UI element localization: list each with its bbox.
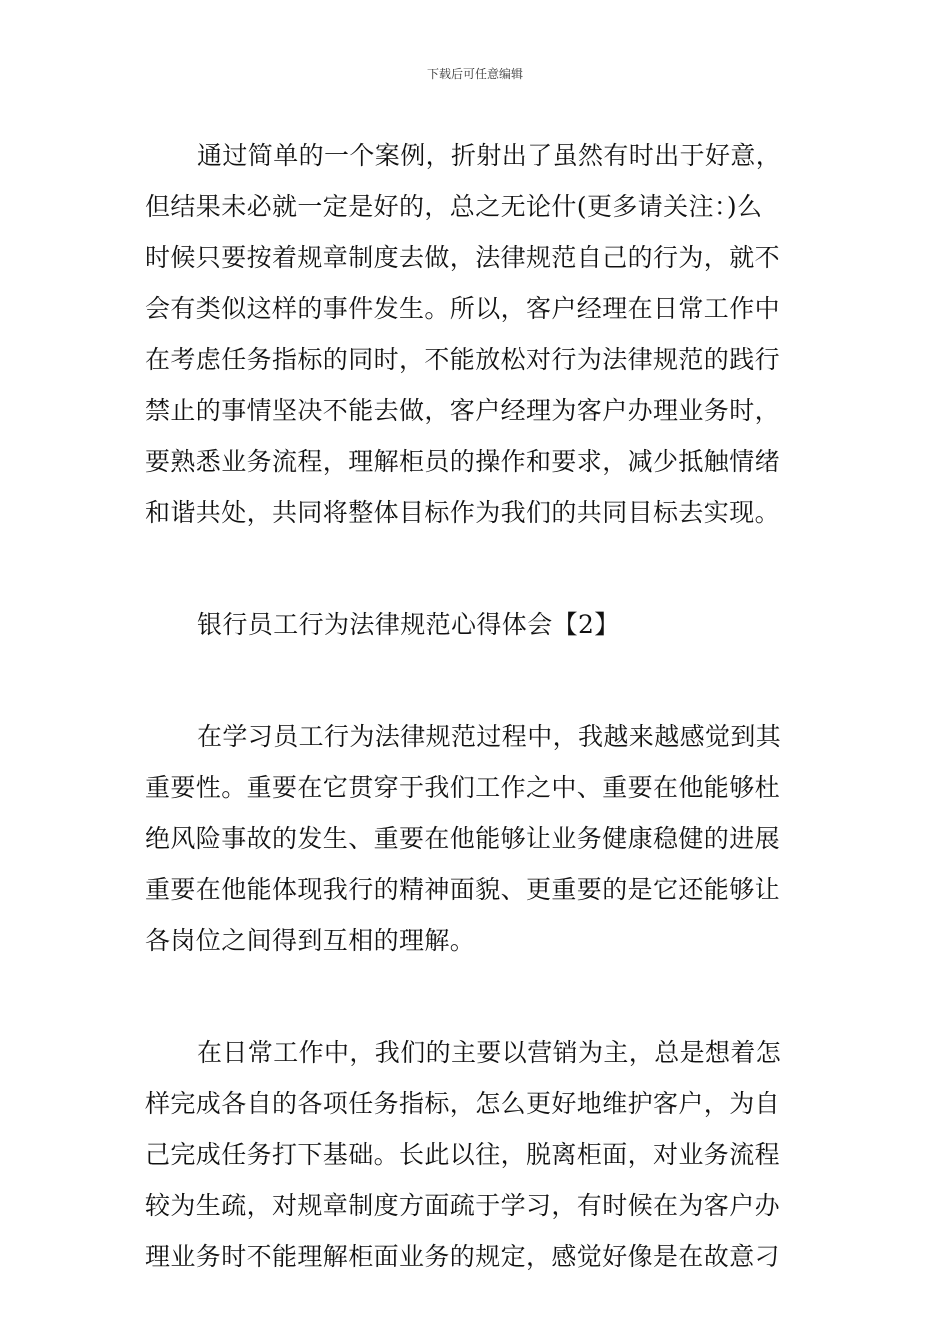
paragraph-line: 己完成任务打下基础。长此以往，脱离柜面，对业务流程 xyxy=(145,1140,781,1169)
page-header-note: 下载后可任意编辑 xyxy=(426,67,523,81)
paragraph-line: 样完成各自的各项任务指标，怎么更好地维护客户，为自 xyxy=(145,1089,781,1118)
paragraph-line: 较为生疏，对规章制度方面疏于学习，有时候在为客户办 xyxy=(145,1191,781,1220)
paragraph-line: 重要在他能体现我行的精神面貌、更重要的是它还能够让 xyxy=(145,875,781,904)
paragraph-line: 在考虑任务指标的同时，不能放松对行为法律规范的践行 xyxy=(145,345,781,374)
paragraph-line: 在日常工作中，我们的主要以营销为主，总是想着怎 xyxy=(197,1038,782,1067)
paragraph-gap xyxy=(145,966,811,1027)
paragraph-line: 通过简单的一个案例，折射出了虽然有时出于好意， xyxy=(197,141,782,170)
paragraph-2 xyxy=(145,711,811,966)
paragraph-line: 和谐共处，共同将整体目标作为我们的共同目标去实现。 xyxy=(145,498,781,527)
paragraph-line: 绝风险事故的发生、重要在他能够让业务健康稳健的进展 xyxy=(145,824,781,853)
paragraph-3 xyxy=(145,1027,811,1282)
paragraph-1 xyxy=(145,130,811,538)
paragraph-line: 禁止的事情坚决不能去做，客户经理为客户办理业务时， xyxy=(145,396,781,425)
paragraph-line: 但结果未必就一定是好的，总之无论什(更多请关注：)么 xyxy=(145,192,763,221)
document-body xyxy=(145,130,811,1282)
section-heading-text: 银行员工行为法律规范心得体会【2】 xyxy=(197,610,620,639)
paragraph-line: 在学习员工行为法律规范过程中，我越来越感觉到其 xyxy=(197,722,782,751)
paragraph-line: 重要性。重要在它贯穿于我们工作之中、重要在他能够杜 xyxy=(145,773,781,802)
section-heading xyxy=(145,599,811,650)
paragraph-line: 要熟悉业务流程，理解柜员的操作和要求，减少抵触情绪 xyxy=(145,447,781,476)
paragraph-gap xyxy=(145,538,811,599)
paragraph-line: 理业务时不能理解柜面业务的规定，感觉好像是在故意刁 xyxy=(145,1242,781,1271)
paragraph-line: 各岗位之间得到互相的理解。 xyxy=(145,926,476,955)
paragraph-line: 时候只要按着规章制度去做，法律规范自己的行为，就不 xyxy=(145,243,781,272)
paragraph-line: 会有类似这样的事件发生。所以，客户经理在日常工作中 xyxy=(145,294,781,323)
paragraph-gap xyxy=(145,650,811,711)
